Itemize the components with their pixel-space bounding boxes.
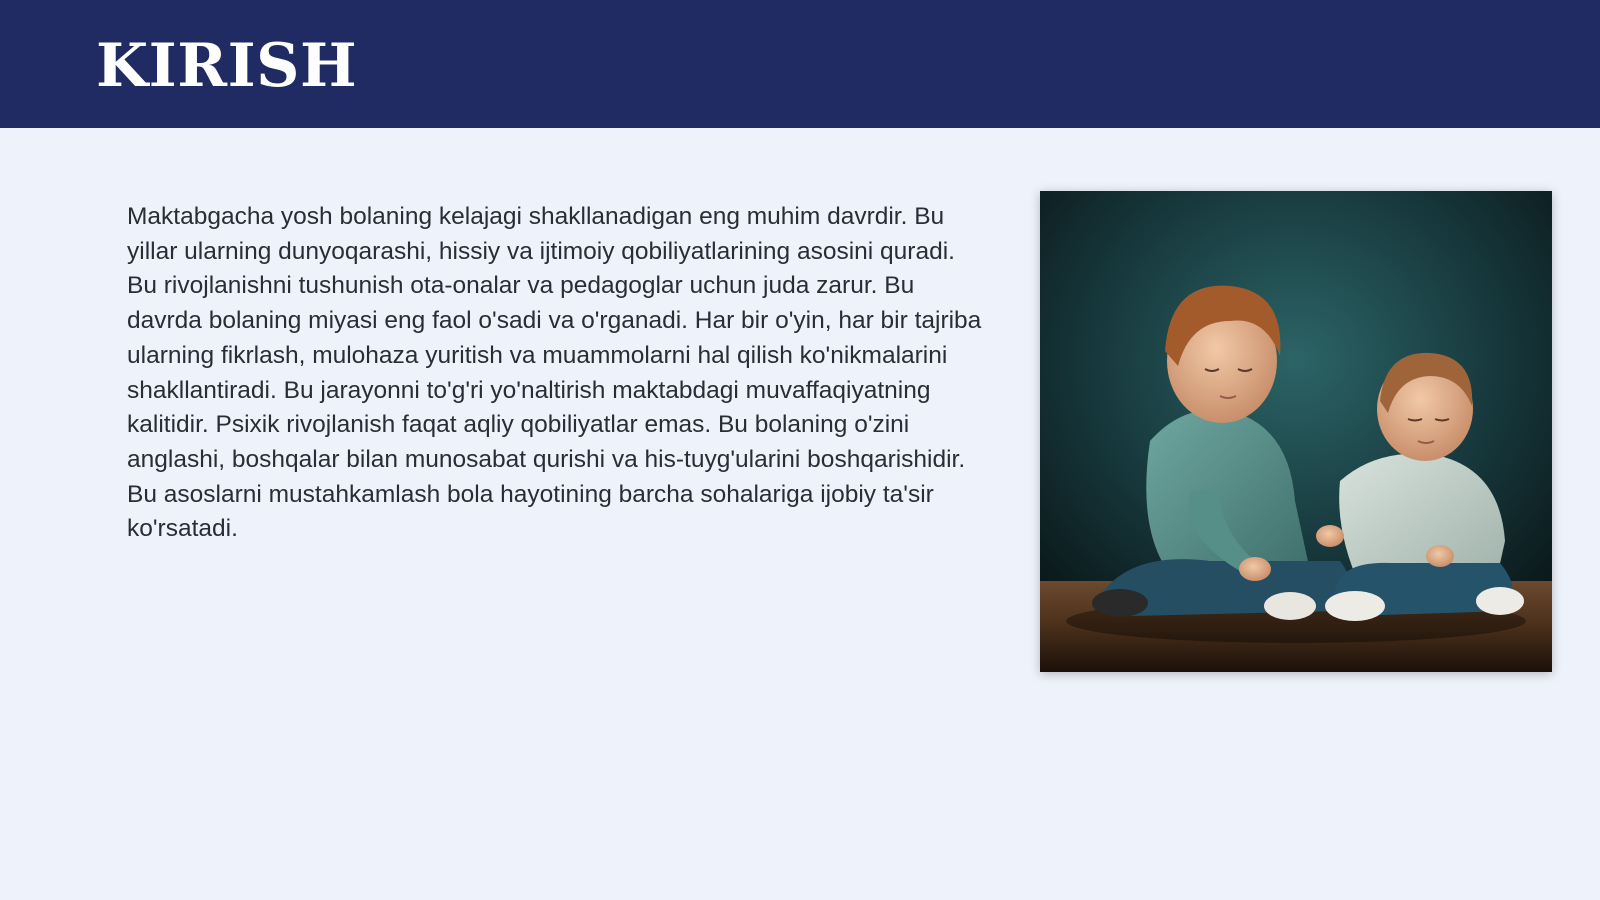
title-bar xyxy=(0,0,1600,128)
intro-paragraph: Maktabgacha yosh bolaning kelajagi shakllanadigan eng muhim davrdir. Bu yillar ularning dunyoqarashi, hissiy va ijtimoiy qobiliyatlarining asosini quradi. Bu rivojlanishni tushunish ota-onalar va pedagoglar uchun juda zarur. Bu davrda bolaning miyasi eng faol o'sadi va o'rganadi. Har bir o'yin, har bir tajriba ularning fikrlash, mulohaza yuritish va muammolarni hal qilish ko'nikmalarini shakllantiradi. Bu jarayonni to'g'ri yo'naltirish maktabdagi muvaffaqiyatning kalitidir. Psixik rivojlanish faqat aqliy qobiliyatlar emas. Bu bolaning o'zini anglashi, boshqalar bilan munosabat qurishi va his-tuyg'ularini boshqarishidir. Bu asoslarni mustahkamlash bola hayotining barcha sohalariga ijobiy ta'sir ko'rsatadi. xyxy=(127,203,982,543)
children-photo xyxy=(1040,191,1552,672)
slide-title: KIRISH xyxy=(96,31,358,101)
